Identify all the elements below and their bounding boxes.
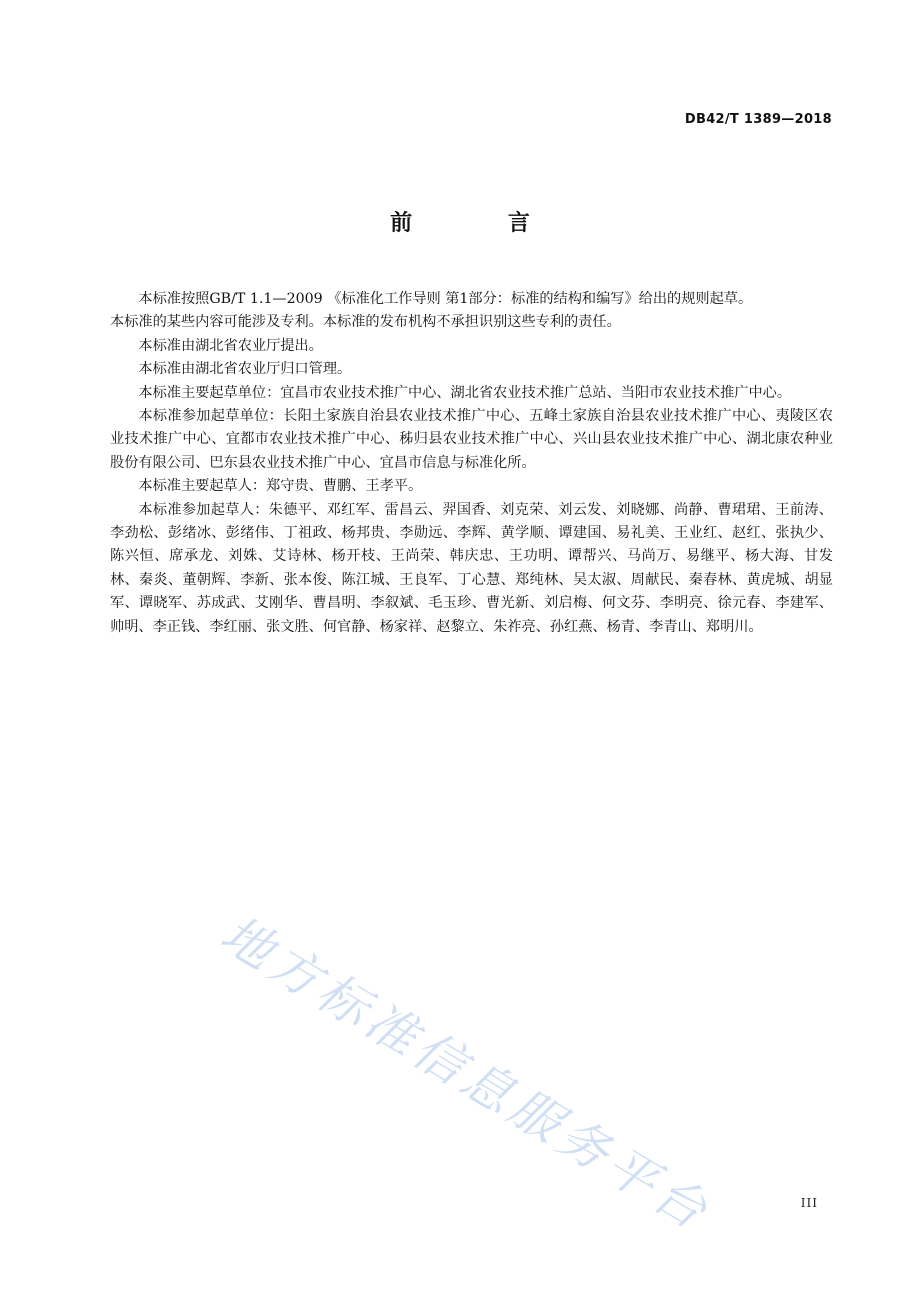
- page-number: III: [800, 1196, 818, 1210]
- standard-code: DB42/T 1389—2018: [684, 112, 832, 127]
- watermark-text: 地方标准信息服务平台: [211, 904, 721, 1243]
- page-title: 前 言: [390, 211, 574, 236]
- paragraph-main-drafting-units: 本标准主要起草单位：宜昌市农业技术推广中心、湖北省农业技术推广总站、当阳市农业技术推广中心。: [138, 384, 792, 401]
- paragraph-main-drafters: 本标准主要起草人：郑守贵、曹鹏、王孝平。: [138, 478, 423, 495]
- paragraph-proposed-by: 本标准由湖北省农业厅提出。: [138, 337, 323, 354]
- paragraph-managed-by: 本标准由湖北省农业厅归口管理。: [138, 361, 352, 378]
- paragraph-participating-units: 本标准参加起草单位：长阳土家族自治县农业技术推广中心、五峰土家族自治县农业技术推广中心、夷陵区农业技术推广中心、宜都市农业技术推广中心、秭归县农业技术推广中心、兴山县农业技术推广中心、湖北康农种业股份有限公司、巴东县农业技术推广中心、宜昌市信息与标准化所。: [110, 408, 833, 471]
- paragraph-drafting-rules: 本标准按照GB/T 1.1—2009 《标准化工作导则 第1部分：标准的结构和编写》给出的规则起草。: [138, 291, 753, 307]
- foreword-body: [110, 288, 833, 639]
- paragraph-participating-drafters: 本标准参加起草人：朱德平、邓红军、雷昌云、羿国香、刘克荣、刘云发、刘晓娜、尚静、曹珺珺、王前涛、李劲松、彭绪冰、彭绪伟、丁祖政、杨邦贵、李勋远、李辉、黄学顺、谭建国、易礼美、王业红、赵红、张执少、陈兴恒、席承龙、刘姝、艾诗林、杨开枝、王尚荣、韩庆忠、王功明、谭帮兴、马尚万、易继平、杨大海、甘发林、秦炎、董朝辉、李新、张本俊、陈江城、王良军、丁心慧、郑纯林、吴太淑、周献民、秦春林、黄虎城、胡显军、谭晓军、苏成武、艾刚华、曹昌明、李叙斌、毛玉珍、曹光新、刘启梅、何文芬、李明亮、徐元春、李建军、帅明、李正钱、李红丽、张文胜、何官静、杨家祥、赵黎立、朱祚亮、孙红燕、杨青、李青山、郑明川。: [110, 501, 833, 635]
- paragraph-patent-notice: 本标准的某些内容可能涉及专利。本标准的发布机构不承担识别这些专利的责任。: [110, 314, 621, 331]
